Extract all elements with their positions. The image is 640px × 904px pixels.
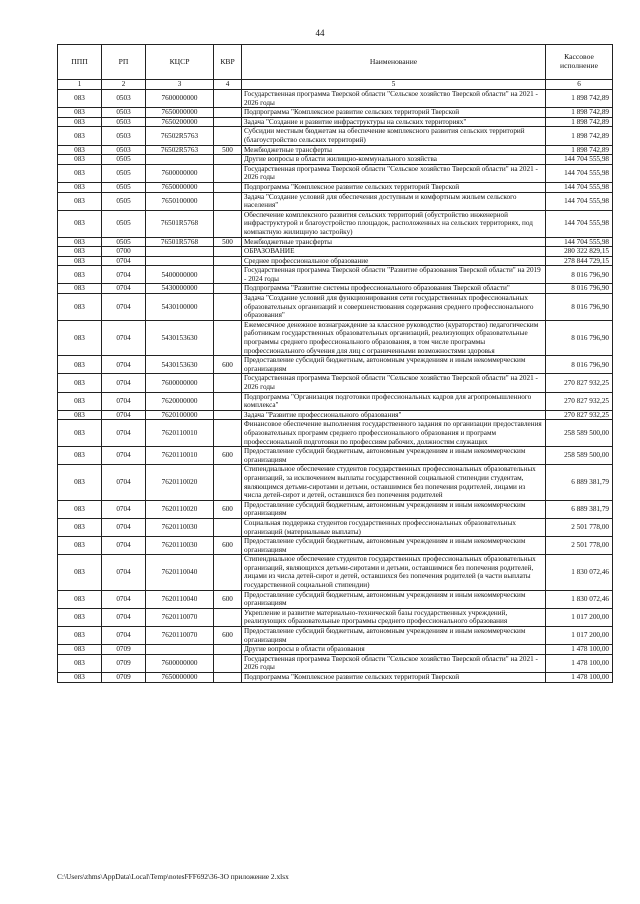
table-row — [58, 108, 613, 118]
amount-cell: 278 844 729,15 — [546, 256, 613, 266]
kvr-cell — [214, 465, 242, 500]
kcsr-cell: 7600000000 — [146, 164, 214, 182]
table-row — [58, 164, 613, 182]
column-number: 5 — [242, 80, 546, 90]
rp-cell: 0505 — [102, 192, 146, 210]
amount-cell: 1 017 200,00 — [546, 627, 613, 645]
kcsr-cell — [146, 645, 214, 655]
rp-cell: 0704 — [102, 266, 146, 284]
rp-cell: 0503 — [102, 108, 146, 118]
name-cell: Межбюджетные трансферты — [242, 237, 546, 247]
rp-cell: 0505 — [102, 237, 146, 247]
rp-cell: 0503 — [102, 145, 146, 155]
kcsr-cell: 7600000000 — [146, 90, 214, 108]
kcsr-cell: 5430000000 — [146, 284, 214, 294]
kcsr-cell: 5430153630 — [146, 320, 214, 355]
ppp-cell: 083 — [58, 465, 102, 500]
kvr-cell — [214, 117, 242, 127]
name-cell: Подпрограмма "Комплексное развитие сельских территорий Тверской — [242, 182, 546, 192]
rp-cell: 0704 — [102, 465, 146, 500]
table-row — [58, 294, 613, 321]
kcsr-cell: 7620100000 — [146, 410, 214, 420]
ppp-cell: 083 — [58, 654, 102, 672]
name-cell: Другие вопросы в области жилищно-коммунального хозяйства — [242, 155, 546, 165]
kvr-cell — [214, 182, 242, 192]
name-cell: Государственная программа Тверской области "Сельское хозяйство Тверской области" на 2021 - 2026 годы — [242, 654, 546, 672]
amount-cell: 144 704 555,98 — [546, 192, 613, 210]
table-row — [58, 284, 613, 294]
ppp-cell: 083 — [58, 192, 102, 210]
amount-cell: 1 898 742,89 — [546, 108, 613, 118]
ppp-cell: 083 — [58, 447, 102, 465]
name-cell: Задача "Развитие профессионального образования" — [242, 410, 546, 420]
rp-cell: 0704 — [102, 420, 146, 447]
kvr-cell: 600 — [214, 537, 242, 555]
table-row — [58, 127, 613, 145]
kvr-cell — [214, 608, 242, 626]
ppp-cell: 083 — [58, 90, 102, 108]
rp-cell: 0505 — [102, 210, 146, 237]
amount-cell: 8 016 796,90 — [546, 320, 613, 355]
name-cell: Государственная программа Тверской области "Сельское хозяйство Тверской области" на 2021 - 2026 годы — [242, 164, 546, 182]
kcsr-cell: 7620110040 — [146, 555, 214, 590]
column-number: 4 — [214, 80, 242, 90]
kvr-cell — [214, 127, 242, 145]
ppp-cell: 083 — [58, 627, 102, 645]
kcsr-cell: 7620110010 — [146, 420, 214, 447]
kvr-cell — [214, 673, 242, 683]
ppp-cell: 083 — [58, 108, 102, 118]
name-cell: Укрепление и развитие материально-технической базы государственных учреждений, реализующих образовательные программы среднего профессионального образования — [242, 608, 546, 626]
kvr-cell — [214, 654, 242, 672]
kvr-cell — [214, 320, 242, 355]
kvr-cell — [214, 256, 242, 266]
kvr-cell — [214, 192, 242, 210]
kcsr-cell: 76502R5763 — [146, 145, 214, 155]
amount-cell: 144 704 555,98 — [546, 155, 613, 165]
table-row — [58, 182, 613, 192]
name-cell: Государственная программа Тверской области "Сельское хозяйство Тверской области" на 2021 - 2026 годы — [242, 90, 546, 108]
ppp-cell: 083 — [58, 673, 102, 683]
name-cell: Среднее профессиональное образование — [242, 256, 546, 266]
column-number: 2 — [102, 80, 146, 90]
amount-cell: 258 589 500,00 — [546, 420, 613, 447]
header-cash-execution: Кассовое исполнение — [546, 45, 613, 80]
ppp-cell: 083 — [58, 247, 102, 257]
name-cell: Предоставление субсидий бюджетным, автономным учреждениям и иным некоммерческим организациям — [242, 537, 546, 555]
header-kcsr: КЦСР — [146, 45, 214, 80]
amount-cell: 1 478 100,00 — [546, 673, 613, 683]
ppp-cell: 083 — [58, 608, 102, 626]
rp-cell: 0704 — [102, 294, 146, 321]
name-cell: Предоставление субсидий бюджетным, автономным учреждениям и иным некоммерческим организациям — [242, 627, 546, 645]
kcsr-cell: 7650000000 — [146, 182, 214, 192]
kcsr-cell: 7620110010 — [146, 447, 214, 465]
table-row — [58, 590, 613, 608]
kvr-cell — [214, 420, 242, 447]
kvr-cell: 500 — [214, 145, 242, 155]
table-row — [58, 447, 613, 465]
rp-cell: 0709 — [102, 654, 146, 672]
kvr-cell — [214, 392, 242, 410]
kvr-cell — [214, 164, 242, 182]
ppp-cell: 083 — [58, 356, 102, 374]
kvr-cell: 600 — [214, 500, 242, 518]
table-row — [58, 145, 613, 155]
rp-cell: 0704 — [102, 627, 146, 645]
amount-cell: 270 827 932,25 — [546, 374, 613, 392]
rp-cell: 0704 — [102, 392, 146, 410]
name-cell: Задача "Создание условий для обеспечения доступным и комфортным жильем сельского населения" — [242, 192, 546, 210]
kvr-cell — [214, 90, 242, 108]
ppp-cell: 083 — [58, 145, 102, 155]
ppp-cell: 083 — [58, 256, 102, 266]
name-cell: Предоставление субсидий бюджетным, автономным учреждениям и иным некоммерческим организациям — [242, 447, 546, 465]
budget-table — [57, 44, 613, 683]
kcsr-cell: 5400000000 — [146, 266, 214, 284]
name-cell: Задача "Создание условий для функционирования сети государственных профессиональных образовательных организаций и совершенствования содержания среднего профессионального образования" — [242, 294, 546, 321]
name-cell: Государственная программа Тверской области "Развитие образования Тверской области" на 2019 - 2024 годы — [242, 266, 546, 284]
rp-cell: 0704 — [102, 356, 146, 374]
kcsr-cell: 7650000000 — [146, 673, 214, 683]
kcsr-cell: 76502R5763 — [146, 127, 214, 145]
rp-cell: 0704 — [102, 447, 146, 465]
table-row — [58, 210, 613, 237]
ppp-cell: 083 — [58, 590, 102, 608]
table-row — [58, 673, 613, 683]
kcsr-cell: 7620110030 — [146, 518, 214, 536]
table-row — [58, 518, 613, 536]
kvr-cell — [214, 108, 242, 118]
kcsr-cell — [146, 155, 214, 165]
amount-cell: 8 016 796,90 — [546, 266, 613, 284]
amount-cell: 280 322 829,15 — [546, 247, 613, 257]
ppp-cell: 083 — [58, 500, 102, 518]
rp-cell: 0503 — [102, 90, 146, 108]
rp-cell: 0704 — [102, 500, 146, 518]
amount-cell: 8 016 796,90 — [546, 284, 613, 294]
ppp-cell: 083 — [58, 645, 102, 655]
name-cell: Подпрограмма "Организация подготовки профессиональных кадров для агропромышленного комплекса" — [242, 392, 546, 410]
rp-cell: 0704 — [102, 537, 146, 555]
kvr-cell — [214, 266, 242, 284]
kvr-cell: 600 — [214, 447, 242, 465]
ppp-cell: 083 — [58, 182, 102, 192]
page-number: 44 — [315, 28, 325, 38]
rp-cell: 0503 — [102, 127, 146, 145]
kvr-cell: 600 — [214, 627, 242, 645]
file-path-footer: C:\Users\zhms\AppData\Local\Temp\notesFFF692\36-ЗО приложение 2.xlsx — [57, 872, 289, 881]
column-number-row — [58, 80, 613, 90]
name-cell: Ежемесячное денежное вознаграждение за классное руководство (кураторство) педагогическим работникам государственных образовательных организаций, реализующих образовательные программы среднего профессионального образования, в том числе программы профессионального обучения для лиц с ограниченными возможностями здоровья — [242, 320, 546, 355]
ppp-cell: 083 — [58, 420, 102, 447]
kvr-cell — [214, 410, 242, 420]
kvr-cell: 600 — [214, 356, 242, 374]
rp-cell: 0505 — [102, 155, 146, 165]
header-ppp: ППП — [58, 45, 102, 80]
name-cell: Субсидии местным бюджетам на обеспечение комплексного развития сельских территорий (благоустройство сельских территорий) — [242, 127, 546, 145]
name-cell: Другие вопросы в области образования — [242, 645, 546, 655]
table-row — [58, 465, 613, 500]
kvr-cell: 600 — [214, 590, 242, 608]
rp-cell: 0709 — [102, 673, 146, 683]
kvr-cell — [214, 155, 242, 165]
rp-cell: 0704 — [102, 256, 146, 266]
amount-cell: 1 898 742,89 — [546, 90, 613, 108]
amount-cell: 270 827 932,25 — [546, 392, 613, 410]
name-cell: Государственная программа Тверской области "Сельское хозяйство Тверской области" на 2021 - 2026 годы — [242, 374, 546, 392]
amount-cell: 1 898 742,89 — [546, 117, 613, 127]
table-row — [58, 247, 613, 257]
rp-cell: 0704 — [102, 590, 146, 608]
name-cell: ОБРАЗОВАНИЕ — [242, 247, 546, 257]
name-cell: Межбюджетные трансферты — [242, 145, 546, 155]
name-cell: Обеспечение комплексного развития сельских территорий (обустройство инженерной инфраструктурой и благоустройство площадок, расположенных на сельских территориях, под компактную жилищную застройку) — [242, 210, 546, 237]
amount-cell: 1 017 200,00 — [546, 608, 613, 626]
ppp-cell: 083 — [58, 284, 102, 294]
table-row — [58, 392, 613, 410]
ppp-cell: 083 — [58, 410, 102, 420]
kcsr-cell: 7620110030 — [146, 537, 214, 555]
rp-cell: 0505 — [102, 182, 146, 192]
amount-cell: 1 478 100,00 — [546, 645, 613, 655]
header-rp: РП — [102, 45, 146, 80]
rp-cell: 0704 — [102, 320, 146, 355]
name-cell: Финансовое обеспечение выполнения государственного задания по организации предоставления образовательных программ среднего профессионального образования и программ профессиональной подготовки по профессиям рабочих, должностям служащих — [242, 420, 546, 447]
table-row — [58, 555, 613, 590]
name-cell: Подпрограмма "Комплексное развитие сельских территорий Тверской — [242, 673, 546, 683]
amount-cell: 1 898 742,89 — [546, 127, 613, 145]
rp-cell: 0704 — [102, 518, 146, 536]
rp-cell: 0704 — [102, 555, 146, 590]
name-cell: Предоставление субсидий бюджетным, автономным учреждениям и иным некоммерческим организациям — [242, 590, 546, 608]
amount-cell: 144 704 555,98 — [546, 210, 613, 237]
amount-cell: 270 827 932,25 — [546, 410, 613, 420]
ppp-cell: 083 — [58, 127, 102, 145]
name-cell: Социальная поддержка студентов государственных профессиональных образовательных организаций (материальные выплаты) — [242, 518, 546, 536]
rp-cell: 0704 — [102, 410, 146, 420]
header-row — [58, 45, 613, 80]
kcsr-cell: 7620110020 — [146, 465, 214, 500]
table-row — [58, 645, 613, 655]
amount-cell: 8 016 796,90 — [546, 356, 613, 374]
table-row — [58, 155, 613, 165]
kcsr-cell: 7620110070 — [146, 608, 214, 626]
amount-cell: 6 889 381,79 — [546, 500, 613, 518]
table-row — [58, 117, 613, 127]
table-row — [58, 256, 613, 266]
table-row — [58, 90, 613, 108]
amount-cell: 144 704 555,98 — [546, 237, 613, 247]
name-cell: Стипендиальное обеспечение студентов государственных профессиональных образовательных организаций, за исключением выплаты государственной социальной стипендии студентам, являющимся детьми-сиротами и детьми, оставшимися без попечения родителей, лицами из числа детей-сирот и детей, оставшихся без попечения родителей — [242, 465, 546, 500]
kcsr-cell — [146, 256, 214, 266]
kcsr-cell: 7650200000 — [146, 117, 214, 127]
ppp-cell: 083 — [58, 237, 102, 247]
ppp-cell: 083 — [58, 320, 102, 355]
rp-cell: 0704 — [102, 608, 146, 626]
amount-cell: 258 589 500,00 — [546, 447, 613, 465]
amount-cell: 144 704 555,98 — [546, 182, 613, 192]
amount-cell: 8 016 796,90 — [546, 294, 613, 321]
kvr-cell — [214, 555, 242, 590]
kvr-cell — [214, 518, 242, 536]
table-row — [58, 627, 613, 645]
table-row — [58, 420, 613, 447]
rp-cell: 0709 — [102, 645, 146, 655]
kcsr-cell: 7620110040 — [146, 590, 214, 608]
ppp-cell: 083 — [58, 392, 102, 410]
rp-cell: 0505 — [102, 164, 146, 182]
table-body — [58, 90, 613, 683]
kvr-cell — [214, 294, 242, 321]
table-row — [58, 320, 613, 355]
kcsr-cell — [146, 247, 214, 257]
amount-cell: 1 830 072,46 — [546, 555, 613, 590]
kcsr-cell: 5430153630 — [146, 356, 214, 374]
ppp-cell: 083 — [58, 210, 102, 237]
amount-cell: 144 704 555,98 — [546, 164, 613, 182]
amount-cell: 2 501 778,00 — [546, 537, 613, 555]
table-row — [58, 500, 613, 518]
rp-cell: 0700 — [102, 247, 146, 257]
name-cell: Подпрограмма "Комплексное развитие сельских территорий Тверской — [242, 108, 546, 118]
column-number: 3 — [146, 80, 214, 90]
header-name: Наименование — [242, 45, 546, 80]
table-row — [58, 654, 613, 672]
column-number: 1 — [58, 80, 102, 90]
kvr-cell — [214, 645, 242, 655]
kvr-cell — [214, 247, 242, 257]
ppp-cell: 083 — [58, 117, 102, 127]
amount-cell: 2 501 778,00 — [546, 518, 613, 536]
ppp-cell: 083 — [58, 164, 102, 182]
kvr-cell — [214, 374, 242, 392]
ppp-cell: 083 — [58, 266, 102, 284]
kcsr-cell: 7620000000 — [146, 392, 214, 410]
kcsr-cell: 76501R5768 — [146, 237, 214, 247]
rp-cell: 0503 — [102, 117, 146, 127]
table-row — [58, 608, 613, 626]
ppp-cell: 083 — [58, 518, 102, 536]
column-number: 6 — [546, 80, 613, 90]
header-kvr: КВР — [214, 45, 242, 80]
table-row — [58, 356, 613, 374]
rp-cell: 0704 — [102, 374, 146, 392]
ppp-cell: 083 — [58, 155, 102, 165]
amount-cell: 1 830 072,46 — [546, 590, 613, 608]
name-cell: Стипендиальное обеспечение студентов государственных профессиональных образовательных организаций, являющихся детьми-сиротами и детьми, оставшимися без попечения родителей, лицами из числа детей-сирот и детей, оставшихся без попечения родителей (в части выплаты государственной социальной стипендии) — [242, 555, 546, 590]
kvr-cell — [214, 210, 242, 237]
kcsr-cell: 7620110020 — [146, 500, 214, 518]
kcsr-cell: 7600000000 — [146, 374, 214, 392]
kcsr-cell: 7620110070 — [146, 627, 214, 645]
kcsr-cell: 7600000000 — [146, 654, 214, 672]
kcsr-cell: 7650000000 — [146, 108, 214, 118]
ppp-cell: 083 — [58, 537, 102, 555]
name-cell: Предоставление субсидий бюджетным, автономным учреждениям и иным некоммерческим организациям — [242, 500, 546, 518]
name-cell: Предоставление субсидий бюджетным, автономным учреждениям и иным некоммерческим организациям — [242, 356, 546, 374]
table-row — [58, 537, 613, 555]
kcsr-cell: 5430100000 — [146, 294, 214, 321]
table-row — [58, 237, 613, 247]
kcsr-cell: 76501R5768 — [146, 210, 214, 237]
name-cell: Подпрограмма "Развитие системы профессионального образования Тверской области" — [242, 284, 546, 294]
table-row — [58, 266, 613, 284]
ppp-cell: 083 — [58, 294, 102, 321]
kvr-cell — [214, 284, 242, 294]
amount-cell: 1 898 742,89 — [546, 145, 613, 155]
ppp-cell: 083 — [58, 555, 102, 590]
amount-cell: 6 889 381,79 — [546, 465, 613, 500]
rp-cell: 0704 — [102, 284, 146, 294]
table-row — [58, 374, 613, 392]
table-row — [58, 192, 613, 210]
kvr-cell: 500 — [214, 237, 242, 247]
ppp-cell: 083 — [58, 374, 102, 392]
amount-cell: 1 478 100,00 — [546, 654, 613, 672]
name-cell: Задача "Создание и развитие инфраструктуры на сельских территориях" — [242, 117, 546, 127]
table-row — [58, 410, 613, 420]
kcsr-cell: 7650100000 — [146, 192, 214, 210]
